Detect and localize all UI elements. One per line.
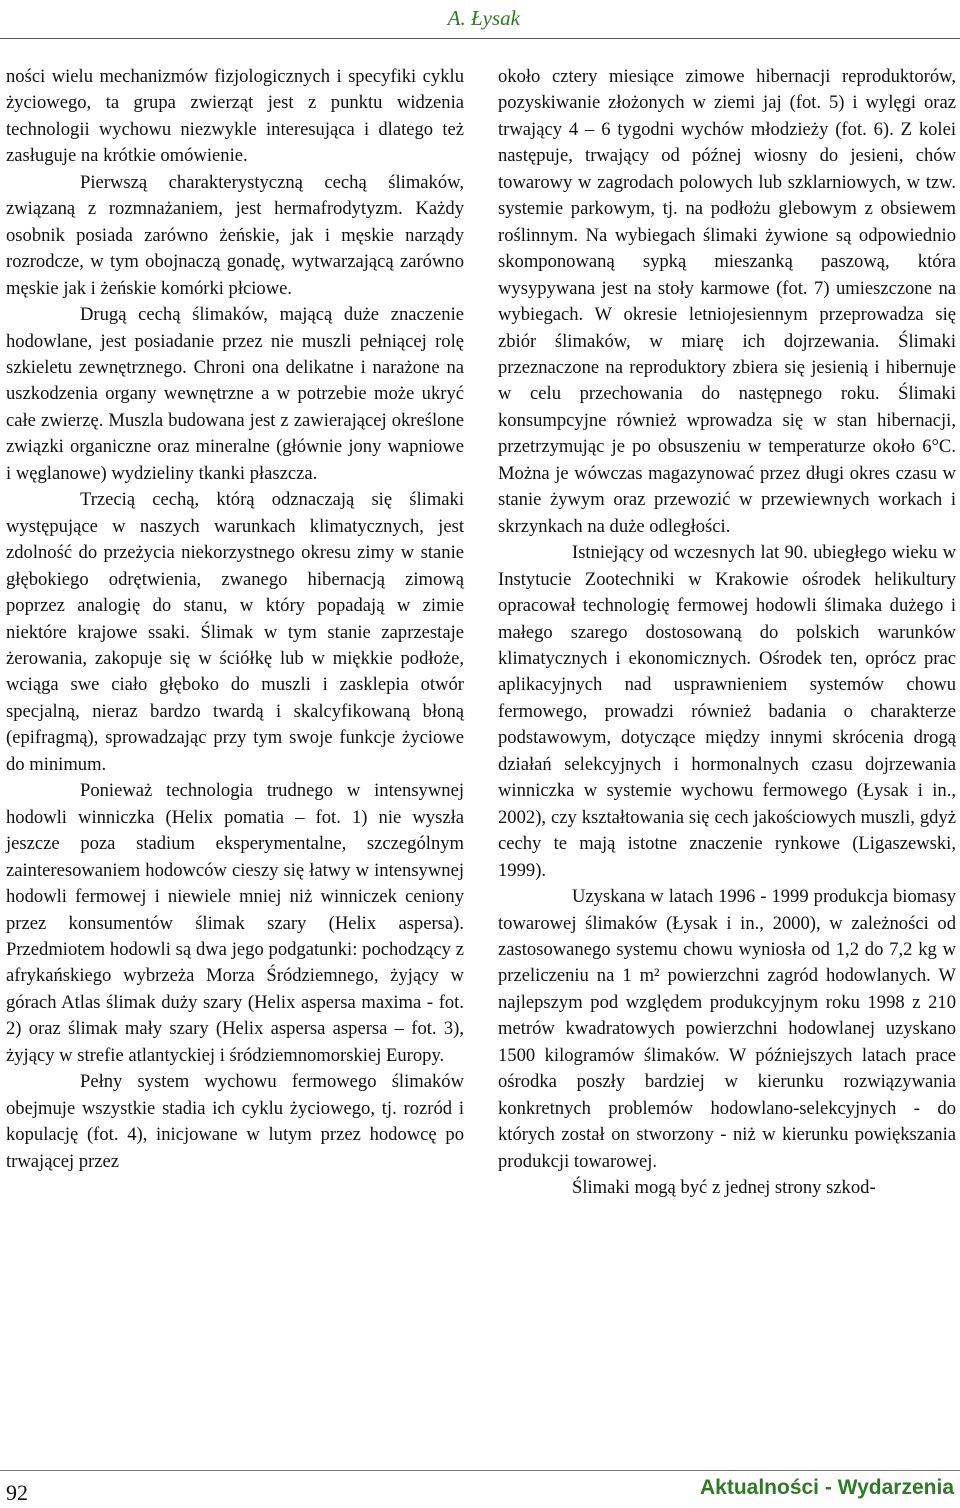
paragraph: Istniejący od wczesnych lat 90. ubiegłego wieku w Instytucie Zootechniki w Krakowie ośrodek helikultury opracował technologię fermowej hodowli ślimaka dużego i małego szarego dostosowaną do polskich warunków klimatycznych i ekonomicznych. Ośrodek ten, oprócz prac aplikacyjnych nad usprawnieniem systemów chowu fermowego, prowadzi również badania o charakterze podstawowym, dotyczące między innymi skrócenia drogą działań selekcyjnych i hormonalnych czasu dojrzewania winniczka w systemie wychowu fermowego (Łysak i in., 2002), czy kształtowania się cech jakościowych muszli, gdyż cechy te mają istotne znaczenie rynkowe (Ligaszewski, 1999). <box>498 542 956 881</box>
right-column <box>498 64 956 1201</box>
paragraph: Pełny system wychowu fermowego ślimaków obejmuje wszystkie stadia ich cyklu życiowego, tj. rozród i kopulację (fot. 4), inicjowane w lutym przez hodowcę po trwającej przez <box>6 1071 464 1172</box>
section-title: Aktualności - Wydarzenia <box>699 1476 954 1499</box>
paragraph: Uzyskana w latach 1996 - 1999 produkcja biomasy towarowej ślimaków (Łysak i in., 2000), w zależności od zastosowanego systemu chowu wyniosła od 1,2 do 7,2 kg w przeliczeniu na 1 m² powierzchni zagród hodowlanych. W najlepszym pod względem produkcyjnym roku 1998 z 210 metrów kwadratowych powierzchni hodowlanej uzyskano 1500 kilogramów ślimaków. W późniejszych latach prace ośrodka poszły bardziej w kierunku rozwiązywania konkretnych problemów hodowlano-selekcyjnych - do których został on stworzony - niż w kierunku powiększania produkcji towarowej. <box>498 886 956 1172</box>
paragraph: Pierwszą charakterystyczną cechą ślimaków, związaną z rozmnażaniem, jest hermafrodytyzm. Każdy osobnik posiada zarówno żeńskie, jak i męskie narządy rozrodcze, w tym obojnaczą gonadę, wytwarzającą zarówno męskie jak i żeńskie komórki płciowe. <box>6 171 464 299</box>
running-header-author: A. Łysak <box>447 6 520 30</box>
page-number: 92 <box>6 1480 28 1505</box>
paragraph: około cztery miesiące zimowe hibernacji reproduktorów, pozyskiwanie złożonych w ziemi jaj (fot. 5) i wylęgi oraz trwający 4 – 6 tygodni wychów młodzieży (fot. 6). Z kolei następuje, trwający od późnej wiosny do jesieni, chów towarowy w zagrodach polowych lub szklarniowych, w tzw. systemie parkowym, tj. na podłożu glebowym z obsiewem roślinnym. Na wybiegach ślimaki żywione są odpowiednio skomponowaną sypką mieszanką paszową, która wysypywana jest na stoły karmowe (fot. 7) umieszczone na wybiegach. W okresie letniojesiennym przeprowadza się zbiór ślimaków, w miarę ich dojrzewania. Ślimaki przeznaczone na reproduktory zbiera się jesienią i hibernuje w celu przechowania do następnego roku. Ślimaki konsumpcyjne również wprowadza się w stan hibernacji, przetrzymując je po obsuszeniu w temperaturze około 6°C. Można je wówczas magazynować przez długi okres czasu w stanie żywym oraz przewozić w przewiewnych workach i skrzynkach na duże odległości. <box>498 66 956 537</box>
header-rule <box>0 38 960 39</box>
paragraph: Drugą cechą ślimaków, mającą duże znaczenie hodowlane, jest posiadanie przez nie muszli pełniącej rolę szkieletu zewnętrznego. Chroni ona delikatne i narażone na uszkodzenia organy wewnętrzne a w potrzebie może ukryć całe zwierzę. Muszla budowana jest z zawierającej określone związki organiczne oraz mineralne (głównie jony wapniowe i węglanowe) wydzieliny tkanki płaszcza. <box>6 304 464 484</box>
paragraph: Ponieważ technologia trudnego w intensywnej hodowli winniczka (Helix pomatia – fot. 1) nie wyszła jeszcze poza stadium eksperymentalne, szczególnym zainteresowaniem hodowców cieszy się łatwy w intensywnej hodowli fermowej i niewiele mniej niż winniczek ceniony przez konsumentów ślimak szary (Helix aspersa). Przedmiotem hodowli są dwa jego podgatunki: pochodzący z afrykańskiego wybrzeża Morza Śródziemnego, żyjący w górach Atlas ślimak duży szary (Helix aspersa maxima - fot. 2) oraz ślimak mały szary (Helix aspersa aspersa – fot. 3), żyjący w strefie atlantyckiej i śródziemnomorskiej Europy. <box>6 780 464 1066</box>
paragraph: ności wielu mechanizmów fizjologicznych i specyfiki cyklu życiowego, ta grupa zwierząt jest z punktu widzenia technologii wychowu niezwykle interesująca i dlatego też zasługuje na krótkie omówienie. <box>6 66 464 167</box>
footer-rule <box>0 1470 960 1471</box>
paragraph: Trzecią cechą, którą odznaczają się ślimaki występujące w naszych warunkach klimatycznych, jest zdolność do przeżycia niekorzystnego okresu zimy w stanie głębokiego odrętwienia, zwanego hibernacją zimową poprzez analogię do stanu, w który popadają w zimie niektóre krajowe ssaki. Ślimak w tym stanie zaprzestaje żerowania, zakopuje się w ściółkę lub w miękkie podłoże, wciąga swe ciało głęboko do muszli i zasklepia otwór specjalną, nieraz bardzo twardą i skalcyfikowaną błoną (epifragmą), sprowadzając przy tym swoje funkcje życiowe do minimum. <box>6 489 464 775</box>
left-column <box>6 64 464 1175</box>
paragraph: Ślimaki mogą być z jednej strony szkod- <box>572 1177 876 1199</box>
